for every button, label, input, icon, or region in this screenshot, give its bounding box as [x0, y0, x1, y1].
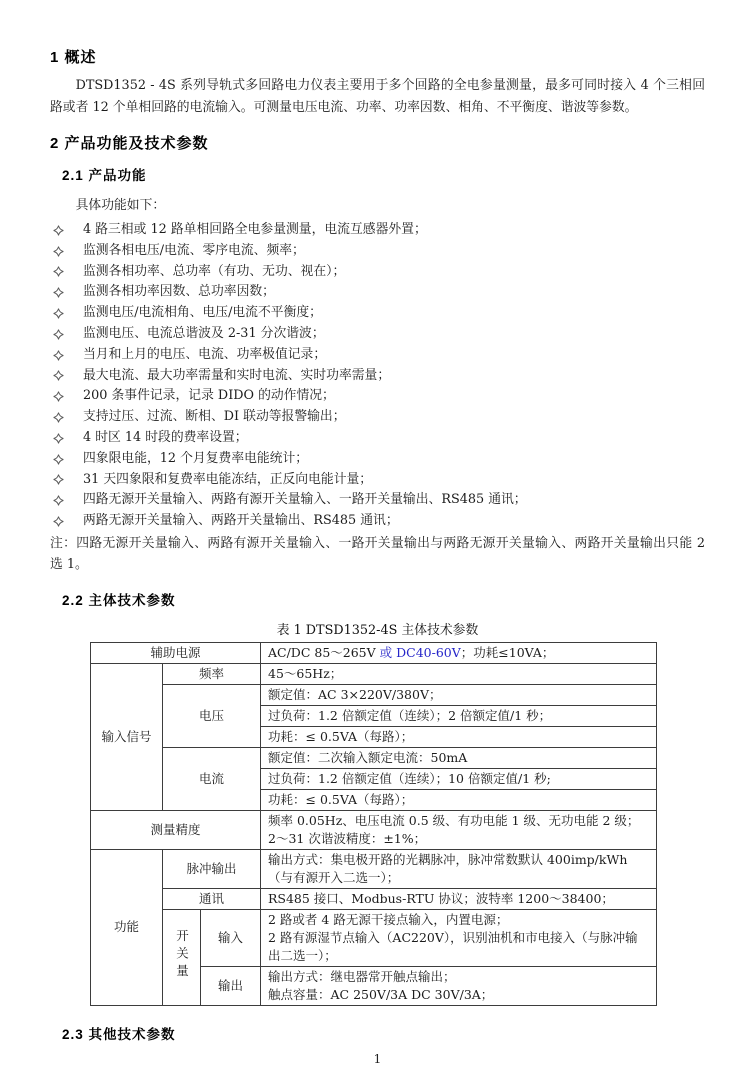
feature-text: 监测各相电压/电流、零序电流、频率；	[83, 242, 305, 258]
feature-text: 4 时区 14 时段的费率设置；	[83, 429, 248, 445]
switch-input-line: 2 路有源湿节点输入（AC220V），识别油机和市电接入（与脉冲输出二选一）；	[268, 929, 638, 963]
section-heading-overview: 1 概述	[50, 49, 97, 66]
feature-item	[50, 407, 705, 428]
feature-item	[50, 241, 705, 262]
switch-input-line: 2 路或者 4 路无源干接点输入，内置电源；	[268, 911, 509, 927]
feature-item	[50, 220, 705, 241]
feature-text: 四象限电能，12 个月复费率电能统计；	[83, 450, 309, 466]
accuracy-line: 2～31 次谐波精度：±1%；	[268, 830, 427, 846]
section-heading-main-params: 2.2 主体技术参数	[62, 592, 176, 608]
note-text: 注：四路无源开关量输入、两路有源开关量输入、一路开关量输出与两路无源开关量输入、两路开关量输出只能 2 选 1。	[50, 535, 705, 573]
cell-voltage-rated: 额定值：AC 3×220V/380V；	[261, 684, 657, 705]
row-label-aux-power: 辅助电源	[91, 642, 261, 663]
cell-aux-power-value	[261, 642, 657, 663]
diamond-bullet-icon	[53, 474, 66, 485]
cell-voltage-consumption: 功耗：≤ 0.5VA（每路）；	[261, 726, 657, 747]
cell-current-consumption: 功耗：≤ 0.5VA（每路）；	[261, 789, 657, 810]
cell-frequency-value: 45～65Hz；	[261, 663, 657, 684]
overview-paragraph: DTSD1352 - 4S 系列导轨式多回路电力仪表主要用于多个回路的全电参量测量，最多可同时接入 4 个三相回路或者 12 个单相回路的电流输入。可测量电压电流、功率、功率因数、相角、不平衡度、谐波等参数。	[50, 78, 705, 115]
cell-current-overload: 过负荷：1.2 倍额定值（连续）；10 倍额定值/1 秒;	[261, 768, 657, 789]
row-label-switch-input: 输入	[201, 909, 261, 966]
diamond-bullet-icon	[53, 246, 66, 257]
row-label-voltage: 电压	[163, 684, 261, 747]
diamond-bullet-icon	[53, 329, 66, 340]
diamond-bullet-icon	[53, 370, 66, 381]
feature-item	[50, 470, 705, 491]
feature-item	[50, 282, 705, 303]
feature-list	[50, 220, 705, 532]
feature-item	[50, 324, 705, 345]
cell-switch-input-value	[261, 909, 657, 966]
table-row	[91, 684, 657, 705]
feature-item	[50, 345, 705, 366]
feature-text: 31 天四象限和复费率电能冻结，正反向电能计量；	[83, 471, 373, 487]
table-row	[91, 810, 657, 849]
aux-power-value-blue: 或 DC40-60V	[379, 644, 461, 660]
feature-item	[50, 366, 705, 387]
feature-item	[50, 511, 705, 532]
feature-text: 监测各相功率因数、总功率因数；	[83, 284, 275, 300]
feature-item	[50, 386, 705, 407]
feature-item	[50, 490, 705, 511]
row-label-function: 功能	[91, 849, 163, 1005]
feature-text: 两路无源开关量输入、两路开关量输出、RS485 通讯；	[83, 513, 399, 529]
feature-item	[50, 303, 705, 324]
spec-table	[90, 642, 657, 1006]
diamond-bullet-icon	[53, 350, 66, 361]
switch-output-line: 触点容量：AC 250V/3A DC 30V/3A；	[268, 986, 494, 1002]
feature-text: 监测电压/电流相角、电压/电流不平衡度；	[83, 305, 322, 321]
table-row	[91, 663, 657, 684]
diamond-bullet-icon	[53, 454, 66, 465]
feature-item	[50, 262, 705, 283]
feature-text: 四路无源开关量输入、两路有源开关量输入、一路开关量输出、RS485 通讯；	[83, 492, 527, 508]
section-heading-other-params: 2.3 其他技术参数	[62, 1026, 176, 1042]
table-row	[91, 849, 657, 888]
feature-text: 当月和上月的电压、电流、功率极值记录；	[83, 346, 327, 362]
cell-switch-output-value	[261, 966, 657, 1005]
section-heading-product: 2 产品功能及技术参数	[50, 135, 209, 152]
table-row	[91, 888, 657, 909]
diamond-bullet-icon	[53, 266, 66, 277]
row-label-current: 电流	[163, 747, 261, 810]
row-label-switch-output: 输出	[201, 966, 261, 1005]
row-label-frequency: 频率	[163, 663, 261, 684]
feature-text: 最大电流、最大功率需量和实时电流、实时功率需量；	[83, 367, 391, 383]
feature-text: 监测电压、电流总谐波及 2-31 分次谐波；	[83, 325, 325, 341]
feature-text: 监测各相功率、总功率（有功、无功、视在）；	[83, 263, 346, 279]
page-number: 1	[373, 1051, 382, 1066]
diamond-bullet-icon	[53, 412, 66, 423]
diamond-bullet-icon	[53, 516, 66, 527]
feature-item	[50, 428, 705, 449]
diamond-bullet-icon	[53, 495, 66, 506]
feature-item	[50, 449, 705, 470]
switching-vertical-label: 开关量	[174, 928, 190, 982]
feature-text: 4 路三相或 12 路单相回路全电参量测量，电流互感器外置；	[83, 222, 427, 237]
row-label-accuracy: 测量精度	[91, 810, 261, 849]
feature-text: 支持过压、过流、断相、DI 联动等报警输出；	[83, 409, 346, 425]
table-row	[91, 642, 657, 663]
row-label-input-signal: 输入信号	[91, 663, 163, 810]
diamond-bullet-icon	[53, 225, 66, 236]
switch-output-line: 输出方式：继电器常开触点输出；	[268, 968, 456, 984]
cell-comm-value: RS485 接口、Modbus-RTU 协议；波特率 1200～38400；	[261, 888, 657, 909]
cell-current-rated: 额定值：二次输入额定电流：50mA	[261, 747, 657, 768]
table-caption: 表 1 DTSD1352-4S 主体技术参数	[276, 622, 479, 638]
row-label-switching	[163, 909, 201, 1005]
row-label-comm: 通讯	[163, 888, 261, 909]
cell-voltage-overload: 过负荷：1.2 倍额定值（连续）；2 倍额定值/1 秒；	[261, 705, 657, 726]
table-row	[91, 747, 657, 768]
aux-power-value-pre: AC/DC 85～265V	[268, 644, 380, 660]
feature-text: 200 条事件记录，记录 DIDO 的动作情况；	[83, 388, 335, 404]
accuracy-line: 频率 0.05Hz、电压电流 0.5 级、有功电能 1 级、无功电能 2 级；	[268, 812, 640, 828]
diamond-bullet-icon	[53, 287, 66, 298]
diamond-bullet-icon	[53, 308, 66, 319]
cell-pulse-output-value: 输出方式：集电极开路的光耦脉冲，脉冲常数默认 400imp/kWh（与有源开入二选一）；	[261, 849, 657, 888]
cell-accuracy-value	[261, 810, 657, 849]
diamond-bullet-icon	[53, 391, 66, 402]
aux-power-value-post: ；功耗≤10VA；	[460, 644, 555, 660]
row-label-pulse-output: 脉冲输出	[163, 849, 261, 888]
section-heading-product-functions: 2.1 产品功能	[62, 168, 147, 183]
functions-intro-text: 具体功能如下：	[75, 198, 166, 213]
diamond-bullet-icon	[53, 433, 66, 444]
table-row	[91, 909, 657, 966]
